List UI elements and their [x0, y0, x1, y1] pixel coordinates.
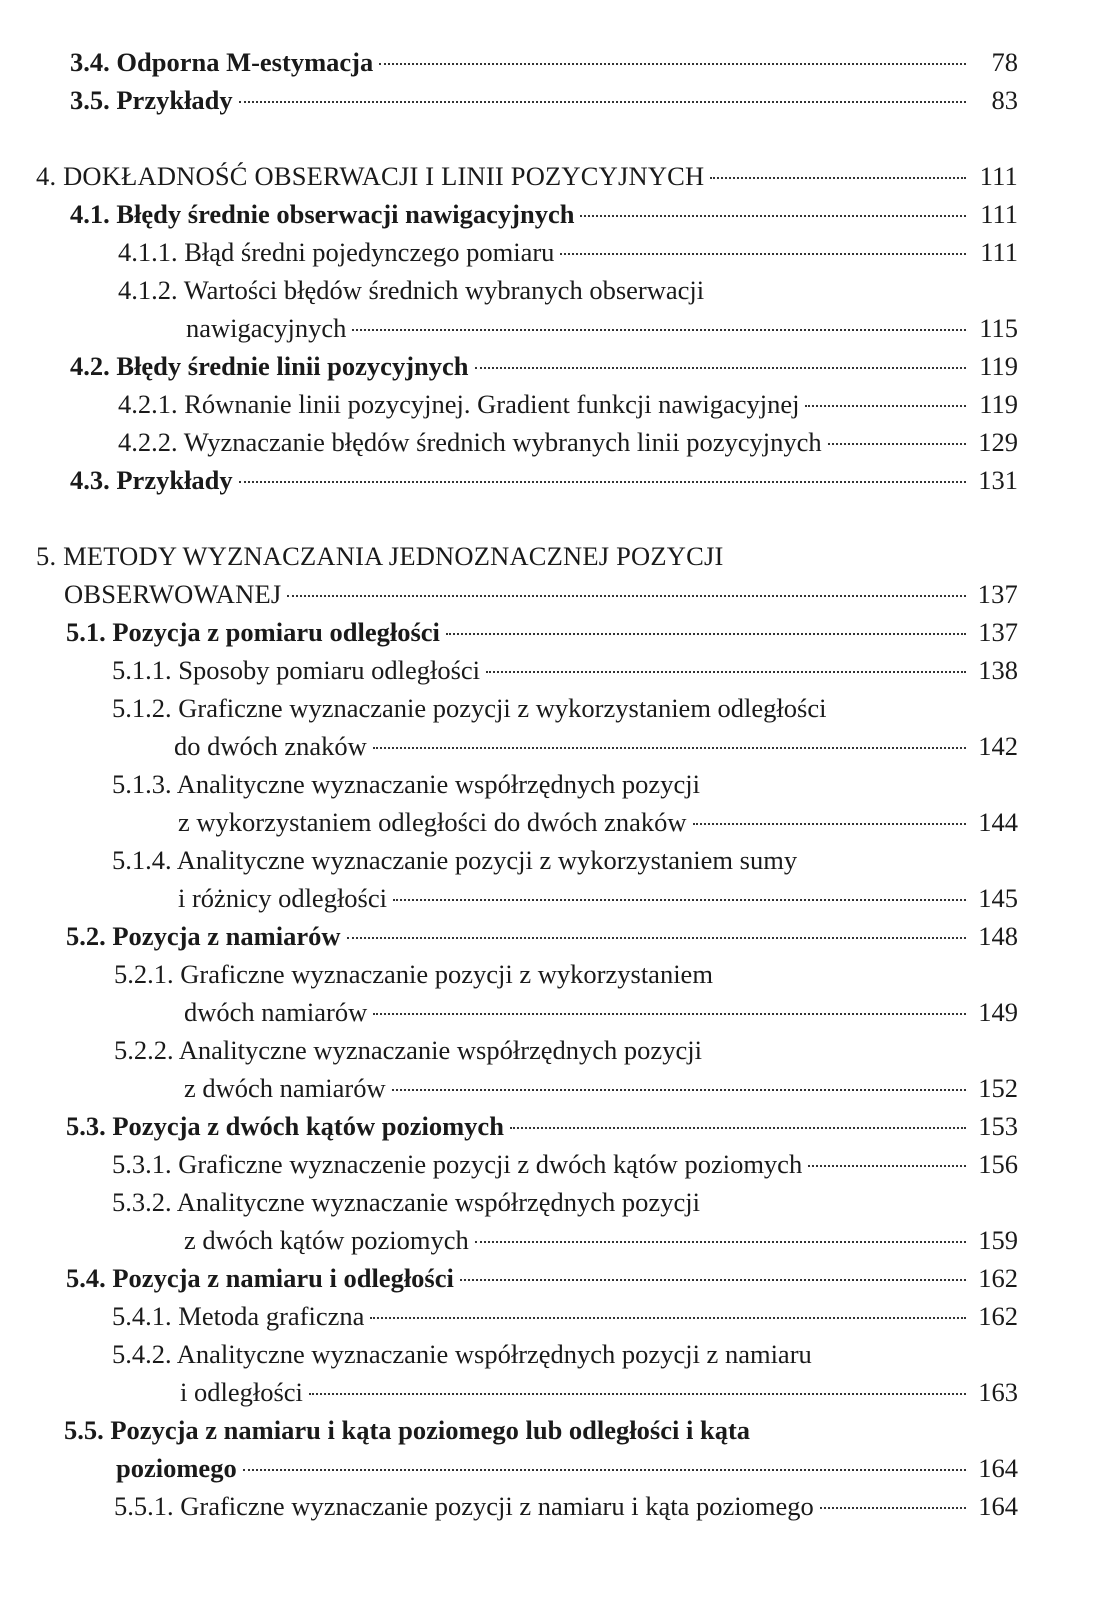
dot-leader: [373, 747, 966, 749]
toc-entry: [66, 920, 1018, 952]
toc-entry-title: 4.1. Błędy średnie obserwacji nawigacyjnych: [70, 199, 575, 229]
dot-leader: [446, 633, 966, 635]
dot-leader: [560, 253, 966, 255]
toc-entry: [116, 1452, 1018, 1484]
toc-entry: [64, 578, 1018, 610]
toc-page-number: 162: [978, 1263, 1018, 1293]
toc-entry-title: 5.4. Pozycja z namiaru i odległości: [66, 1263, 454, 1293]
toc-entry: [114, 1490, 1018, 1522]
toc-entry-title: 3.4. Odporna M-estymacja: [70, 47, 374, 77]
toc-entry-title: z dwóch namiarów: [184, 1073, 386, 1103]
toc-entry-title: 5.1.1. Sposoby pomiaru odległości: [112, 655, 481, 685]
toc-entry-title: 4.2.2. Wyznaczanie błędów średnich wybranych linii pozycyjnych: [118, 427, 822, 457]
toc-entry: [70, 46, 1018, 78]
toc-page-number: 115: [979, 313, 1018, 343]
dot-leader: [287, 595, 965, 597]
toc-entry-title: z wykorzystaniem odległości do dwóch znaków: [178, 807, 687, 837]
dot-leader: [239, 101, 966, 103]
dot-leader: [370, 1317, 966, 1319]
toc-entry: [114, 958, 713, 990]
toc-entry: [112, 844, 797, 876]
dot-leader: [460, 1279, 966, 1281]
dot-leader: [239, 481, 966, 483]
toc-entry: [118, 274, 704, 306]
toc-entry-title: 5.2.1. Graficzne wyznaczanie pozycji z wykorzystaniem: [114, 959, 713, 989]
toc-entry-title: dwóch namiarów: [184, 997, 368, 1027]
toc-entry-title: 5.1.3. Analityczne wyznaczanie współrzędnych pozycji: [112, 769, 700, 799]
toc-entry-title: 5.3. Pozycja z dwóch kątów poziomych: [66, 1111, 504, 1141]
toc-entry: [174, 730, 1018, 762]
toc-entry: [184, 996, 1018, 1028]
dot-leader: [693, 823, 966, 825]
toc-entry-title: 5.5. Pozycja z namiaru i kąta poziomego lub odległości i kąta: [64, 1415, 751, 1445]
toc-entry-title: 4.1.1. Błąd średni pojedynczego pomiaru: [118, 237, 555, 267]
toc-entry-title: 5.4.1. Metoda graficzna: [112, 1301, 365, 1331]
toc-entry-title: 5.3.2. Analityczne wyznaczanie współrzędnych pozycji: [112, 1187, 700, 1217]
toc-entry: [180, 1376, 1018, 1408]
toc-page-number: 83: [991, 85, 1018, 115]
toc-entry-title: 5.1.4. Analityczne wyznaczanie pozycji z wykorzystaniem sumy: [112, 845, 798, 875]
toc-entry-title: 3.5. Przykłady: [70, 85, 233, 115]
toc-entry-title: nawigacyjnych: [186, 313, 347, 343]
toc-page-number: 164: [978, 1453, 1018, 1483]
toc-page-number: 163: [978, 1377, 1018, 1407]
toc-entry: [178, 806, 1018, 838]
dot-leader: [580, 215, 966, 217]
toc-entry-title: z dwóch kątów poziomych: [184, 1225, 469, 1255]
toc-entry-title: 4.2. Błędy średnie linii pozycyjnych: [70, 351, 469, 381]
toc-page-number: 152: [978, 1073, 1018, 1103]
toc-page-number: 144: [978, 807, 1018, 837]
toc-entry-title: poziomego: [116, 1453, 237, 1483]
toc-entry-title: 4.2.1. Równanie linii pozycyjnej. Gradient funkcji nawigacyjnej: [118, 389, 800, 419]
toc-entry: [112, 1186, 700, 1218]
dot-leader: [352, 329, 966, 331]
toc-page-number: 138: [978, 655, 1018, 685]
dot-leader: [475, 1241, 966, 1243]
toc-page-number: 162: [978, 1301, 1018, 1331]
toc-entry-title: 5.4.2. Analityczne wyznaczanie współrzędnych pozycji z namiaru: [112, 1339, 812, 1369]
toc-entry: [178, 882, 1018, 914]
toc-page-number: 142: [978, 731, 1018, 761]
toc-entry: [112, 692, 826, 724]
toc-entry-title: 5.1. Pozycja z pomiaru odległości: [66, 617, 440, 647]
toc-entry: [70, 198, 1018, 230]
toc-entry: [70, 84, 1018, 116]
toc-entry: [112, 1148, 1018, 1180]
toc-entry: [36, 540, 724, 572]
toc-entry: [36, 160, 1018, 192]
toc-entry-title: 5.5.1. Graficzne wyznaczanie pozycji z namiaru i kąta poziomego: [114, 1491, 814, 1521]
dot-leader: [820, 1507, 966, 1509]
toc-entry: [66, 1110, 1018, 1142]
toc-page-number: 148: [978, 921, 1018, 951]
toc-entry: [184, 1072, 1018, 1104]
toc-entry: [118, 388, 1018, 420]
toc-page-number: 119: [979, 351, 1018, 381]
toc-entry: [70, 350, 1018, 382]
toc-entry: [70, 464, 1018, 496]
toc-entry-title: OBSERWOWANEJ: [64, 579, 282, 609]
dot-leader: [475, 367, 966, 369]
toc-page-number: 137: [978, 617, 1018, 647]
toc-page-number: 145: [978, 883, 1018, 913]
dot-leader: [309, 1393, 966, 1395]
toc-entry: [112, 654, 1018, 686]
toc-page-number: 164: [978, 1491, 1018, 1521]
toc-page-number: 129: [978, 427, 1018, 457]
toc-entry-title: 4.1.2. Wartości błędów średnich wybranych obserwacji: [118, 275, 705, 305]
toc-entry: [66, 616, 1018, 648]
toc-entry-title: 5.3.1. Graficzne wyznaczenie pozycji z dwóch kątów poziomych: [112, 1149, 803, 1179]
toc-page-number: 131: [978, 465, 1018, 495]
toc-entry-title: do dwóch znaków: [174, 731, 367, 761]
toc-entry-title: i różnicy odległości: [178, 883, 387, 913]
dot-leader: [379, 63, 966, 65]
toc-page-number: 149: [978, 997, 1018, 1027]
toc-entry: [186, 312, 1018, 344]
toc-page-number: 111: [980, 237, 1018, 267]
toc-entry: [66, 1262, 1018, 1294]
dot-leader: [347, 937, 967, 939]
toc-entry-title: 5.2. Pozycja z namiarów: [66, 921, 341, 951]
toc-entry: [184, 1224, 1018, 1256]
toc-entry: [118, 426, 1018, 458]
dot-leader: [808, 1165, 966, 1167]
dot-leader: [510, 1127, 966, 1129]
toc-entry-title: 5. METODY WYZNACZANIA JEDNOZNACZNEJ POZYCJI: [36, 541, 724, 571]
dot-leader: [486, 671, 966, 673]
toc-entry: [112, 768, 700, 800]
toc-entry-title: 4. DOKŁADNOŚĆ OBSERWACJI I LINII POZYCYJNYCH: [36, 161, 705, 191]
toc-page-number: 111: [979, 161, 1018, 191]
toc-entry: [112, 1338, 812, 1370]
toc-entry-title: 5.1.2. Graficzne wyznaczanie pozycji z wykorzystaniem odległości: [112, 693, 827, 723]
dot-leader: [243, 1469, 966, 1471]
dot-leader: [805, 405, 966, 407]
toc-page-number: 119: [979, 389, 1018, 419]
toc-entry-title: 4.3. Przykłady: [70, 465, 233, 495]
dot-leader: [373, 1013, 966, 1015]
toc-entry-title: i odległości: [180, 1377, 303, 1407]
dot-leader: [392, 1089, 966, 1091]
toc-page-number: 111: [980, 199, 1018, 229]
toc-entry: [114, 1034, 702, 1066]
toc-page-number: 137: [977, 579, 1018, 609]
toc-entry: [118, 236, 1018, 268]
toc-page-number: 153: [978, 1111, 1018, 1141]
toc-entry: [112, 1300, 1018, 1332]
toc-entry-title: 5.2.2. Analityczne wyznaczanie współrzędnych pozycji: [114, 1035, 702, 1065]
dot-leader: [710, 177, 966, 179]
toc-page-number: 78: [991, 47, 1018, 77]
dot-leader: [393, 899, 966, 901]
toc-page-number: 156: [978, 1149, 1018, 1179]
toc-page-number: 159: [978, 1225, 1018, 1255]
dot-leader: [828, 443, 966, 445]
toc-entry: [64, 1414, 750, 1446]
